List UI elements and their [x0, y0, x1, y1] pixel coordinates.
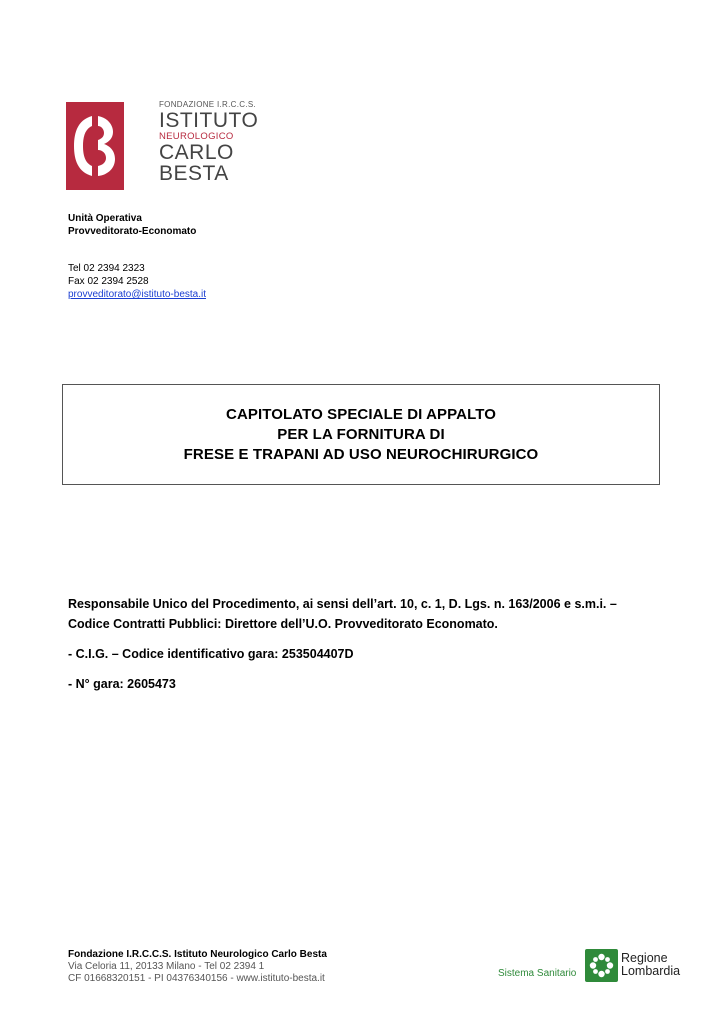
logo-line-neurologico: NEUROLOGICO — [159, 131, 234, 142]
footer-fiscal: CF 01668320151 - PI 04376340156 - www.istituto-besta.it — [68, 973, 325, 984]
title-line-1: CAPITOLATO SPECIALE DI APPALTO — [226, 406, 496, 423]
logo-text — [159, 100, 258, 184]
responsabile-line-1: Responsabile Unico del Procedimento, ai sensi dell’art. 10, c. 1, D. Lgs. n. 163/2006 e s.m.i. – — [68, 597, 617, 611]
lombardia-rose-icon — [585, 949, 618, 982]
contact-email-link[interactable]: provveditorato@istituto-besta.it — [68, 289, 206, 300]
logo-line-istituto: ISTITUTO — [159, 109, 259, 132]
footer-address-block — [68, 949, 327, 985]
institute-logo — [66, 100, 259, 192]
logo-line-besta: BESTA — [159, 162, 229, 185]
gara-line: - N° gara: 2605473 — [68, 677, 176, 691]
logo-line-fondazione: FONDAZIONE I.R.C.C.S. — [159, 100, 256, 109]
footer-name: Fondazione I.R.C.C.S. Istituto Neurologico Carlo Besta — [68, 949, 327, 960]
responsabile-line-2: Codice Contratti Pubblici: Direttore dell’U.O. Provveditorato Economato. — [68, 617, 498, 631]
regione-lombardia-text — [621, 952, 680, 978]
logo-line-carlo: CARLO — [159, 141, 234, 164]
footer-address: Via Celoria 11, 20133 Milano - Tel 02 2394 1 — [68, 961, 265, 972]
contacts-block — [68, 262, 206, 301]
regione-line-1: Regione — [621, 951, 668, 965]
department-block — [68, 212, 196, 238]
responsabile-paragraph — [68, 594, 617, 634]
regione-line-2: Lombardia — [621, 964, 681, 978]
department-line-2: Provveditorato-Economato — [68, 226, 197, 237]
regione-lombardia-logo — [498, 947, 698, 987]
document-title-box — [62, 384, 660, 485]
department-line-1: Unità Operativa — [68, 213, 142, 224]
contact-tel: Tel 02 2394 2323 — [68, 263, 145, 274]
title-line-2: PER LA FORNITURA DI — [277, 426, 445, 443]
sistema-sanitario-label: Sistema Sanitario — [498, 968, 577, 979]
title-line-3: FRESE E TRAPANI AD USO NEUROCHIRURGICO — [183, 446, 539, 463]
besta-logo-icon — [66, 102, 124, 190]
contact-fax: Fax 02 2394 2528 — [68, 276, 149, 287]
cig-line: - C.I.G. – Codice identificativo gara: 253504407D — [68, 647, 354, 661]
